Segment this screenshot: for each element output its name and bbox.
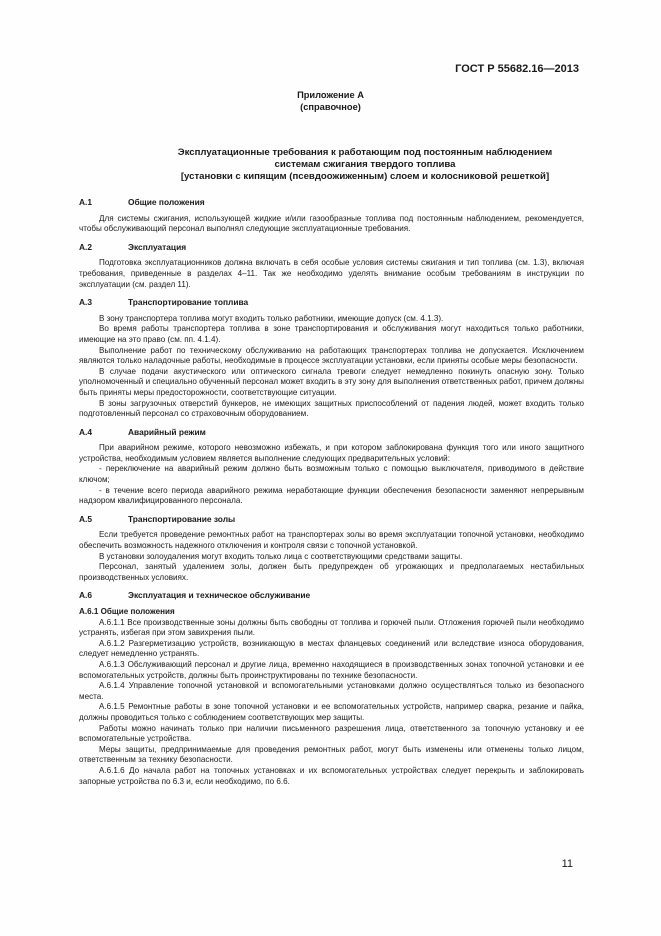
section-heading-a2	[79, 242, 584, 253]
section-number: А.2	[79, 241, 93, 252]
section-number: А.6	[79, 590, 93, 601]
paragraph: А.6.1.4 Управление топочной установкой и вспомогательными установками должно осуществляться только из безопасного места.	[79, 681, 584, 701]
subsection-heading: А.6.1 Общие положения	[79, 607, 175, 616]
paragraph: В зоны загрузочных отверстий бункеров, не имеющих защитных приспособлений от падения людей, может входить только подготовленный персонал со страховочным оборудованием.	[79, 398, 584, 419]
appendix-label: Приложение А	[297, 90, 364, 100]
section-title: Аварийный режим	[128, 426, 206, 437]
paragraph: А.6.1.6 До начала работ на топочных установках и их вспомогательных устройствах следует перекрыть и заблокировать запорные устройства по 6.3 и, если необходимо, по 6.6.	[79, 765, 584, 786]
paragraph: А.6.1.3 Обслуживающий персонал и другие лица, временно находящиеся в производственных зонах топочной установки и ее вспомогательных устройств, должны быть проинструктированы по технике безопасности.	[79, 659, 584, 680]
section-heading-a1	[79, 197, 584, 208]
appendix-heading	[0, 89, 661, 113]
list-item: - в течение всего периода аварийного режима неработающие функции обеспечения безопасности заменяют непрерывным надзором квалифицированного персонала.	[79, 485, 584, 506]
paragraph: В установки золоудаления могут входить только лица с соответствующими средствами защиты.	[99, 551, 463, 561]
section-number: А.3	[79, 297, 93, 308]
paragraph: При аварийном режиме, которого невозможно избежать, и при котором заблокирована функция того или иного защитного устройства, необходимым условием является выполнение следующих предварительных условий:	[79, 443, 584, 463]
page-number: 11	[561, 858, 573, 870]
paragraph: Во время работы транспортера топлива в зоне транспортирования и обслуживания могут находиться только работники, имеющие на это право (см. пп. 4.1.4).	[79, 324, 584, 344]
section-heading-a5	[79, 514, 584, 525]
section-heading-a4	[79, 427, 584, 438]
section-title: Общие положения	[128, 197, 205, 207]
section-number: А.1	[79, 197, 93, 207]
list-item: - переключение на аварийный режим должно быть возможным только с помощью выключателя, приводимого в действие ключом;	[79, 464, 584, 485]
section-title: Транспортирование золы	[128, 513, 236, 524]
document-body	[79, 190, 584, 787]
paragraph: Для системы сжигания, использующей жидкие и/или газообразные топлива под постоянным наблюдением, рекомендуется, чтобы обслуживающий персонал выполнял следующие эксплуатационные требования.	[79, 213, 584, 234]
section-title: Эксплуатация и техническое обслуживание	[128, 590, 311, 601]
title-line-3: [установки с кипящим (псевдоожиженным) слоем и колосниковой решеткой]	[180, 171, 550, 182]
appendix-kind: (справочное)	[300, 102, 361, 112]
paragraph: Подготовка эксплуатационников должна включать в себя особые условия системы сжигания и тип топлива (см. 1.3), включая требования, приведенные в разделах 4–11. Так же необходимо уделять внимание особым требованиям в инструкции по эксплуатации (см. раздел 11).	[79, 258, 584, 289]
section-title: Эксплуатация	[128, 241, 187, 252]
title-line-2: системам сжигания твердого топлива	[274, 159, 456, 170]
title-line-1: Эксплуатационные требования к работающим под постоянным наблюдением	[177, 147, 553, 158]
paragraph: Работы можно начинать только при наличии письменного разрешения лица, ответственного за топочную установку и ее вспомогательные устройства.	[79, 723, 584, 744]
section-title: Транспортирование топлива	[128, 297, 249, 308]
section-number: А.5	[79, 513, 93, 524]
paragraph: Если требуется проведение ремонтных работ на транспортерах золы во время эксплуатации топочной установки, необходимо обеспечить возможность надежного отключения и контроля связи с топочной установкой.	[79, 530, 584, 551]
section-heading-a3	[79, 297, 584, 308]
paragraph: А.6.1.1 Все производственные зоны должны быть свободны от топлива и горючей пыли. Отложения горючей пыли необходимо устранять, избегая при этом завихрения пыли.	[79, 617, 584, 638]
paragraph: Выполнение работ по техническому обслуживанию на работающих транспортерах топлива не допускается. Исключением являются только наладочные работы, необходимые в процессе эксплуатации установки, если приняты особые меры безопасности.	[79, 345, 584, 366]
paragraph: А.6.1.2 Разгерметизацию устройств, возникающую в местах фланцевых соединений или вследствие износа оборудования, следует немедленно устранять.	[79, 638, 584, 659]
paragraph: В зону транспортера топлива могут входить только работники, имеющие допуск (см. 4.1.3).	[99, 313, 444, 323]
paragraph: Персонал, занятый удалением золы, должен быть предупрежден об угрожающих и предполагаемых нестабильных производственных условиях.	[79, 562, 584, 582]
paragraph: В случае подачи акустического или оптического сигнала тревоги следует немедленно покинуть опасную зону. Только уполномоченный и специально обученный персонал может входить в эту зону для выполнения ответственных работ, причем должны быть приняты меры предосторожности, соответствующие ситуации.	[79, 366, 584, 397]
section-number: А.4	[79, 426, 93, 437]
section-heading-a6	[79, 590, 584, 601]
paragraph: А.6.1.5 Ремонтные работы в зоне топочной установки и ее вспомогательных устройств, например сварка, резание и пайка, должны проводиться только с соблюдением соответствующих мер защиты.	[79, 702, 584, 722]
document-title	[70, 147, 660, 183]
standard-code: ГОСТ Р 55682.16—2013	[455, 63, 579, 75]
paragraph: Меры защиты, предпринимаемые для проведения ремонтных работ, могут быть изменены или отменены только лицом, ответственным за технику безопасности.	[79, 744, 584, 765]
